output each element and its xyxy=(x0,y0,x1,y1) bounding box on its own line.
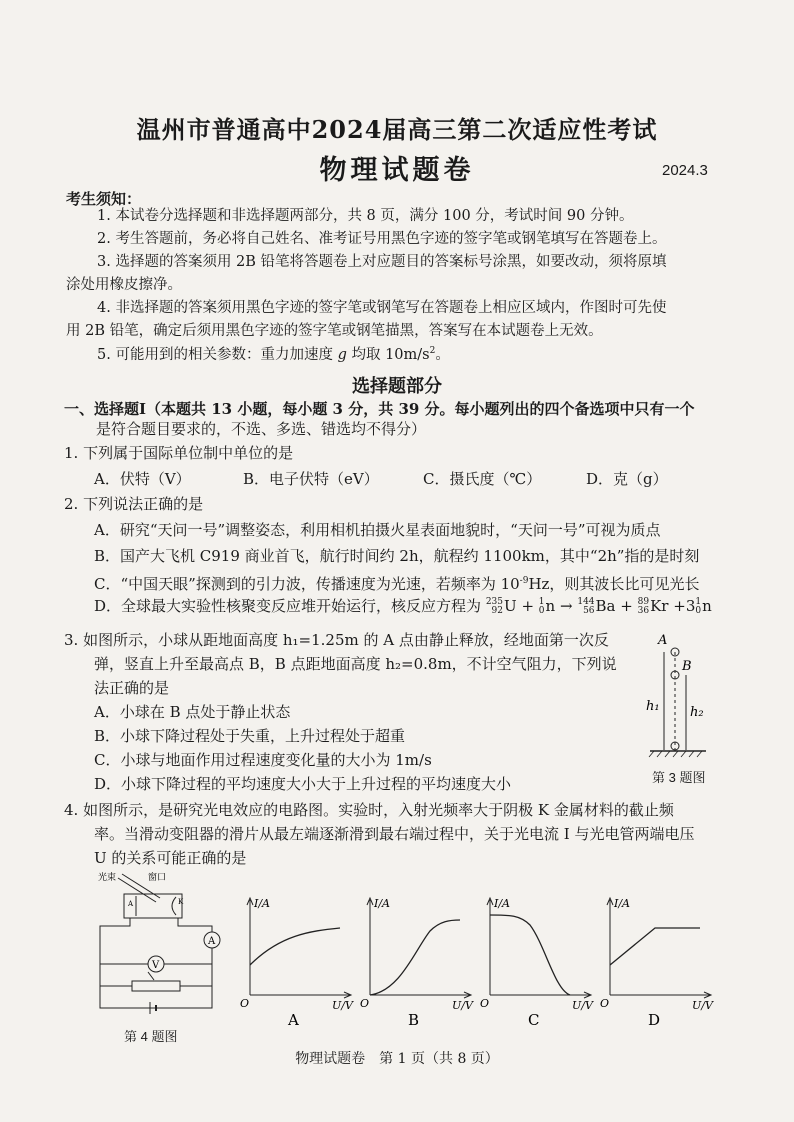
q3-line2: 弹，竖直上升至最高点 B，B 点距地面高度 h₂=0.8m，不计空气阻力，下列说 xyxy=(94,655,617,673)
part1-line1: 一、选择题Ⅰ（本题共 13 小题，每小题 3 分，共 39 分。每小题列出的四个备选项中只有一个 xyxy=(64,400,695,418)
q4-circuit xyxy=(92,868,232,1018)
cathode-plate xyxy=(172,897,176,915)
graph-a-origin: O xyxy=(240,997,250,1010)
part1-instructions xyxy=(64,398,695,420)
notice-item-4: 4. 非选择题的答案须用黑色字迹的签字笔或钢笔写在答题卷上相应区域内，作图时可先使 xyxy=(97,300,667,316)
q2-option-c-text-end: Hz，则其波长比可见光长 xyxy=(528,575,700,593)
q4-graphs xyxy=(230,895,720,1035)
graph-a-ylabel: I/A xyxy=(254,897,270,910)
barium-numbers xyxy=(577,598,594,616)
graph-b-origin: O xyxy=(360,997,370,1010)
ammeter-label: A xyxy=(208,936,216,947)
krypton-symbol: Kr xyxy=(650,597,669,615)
plus-sign-3: + xyxy=(673,597,686,615)
q3-option-a: A．小球在 B 点处于静止状态 xyxy=(94,703,291,721)
exam-title: 温州市普通高中2024届高三第二次适应性考试 xyxy=(136,115,658,144)
neutron-symbol-2: n xyxy=(702,597,712,615)
anode-label: A xyxy=(128,900,134,908)
light-label: 光束 xyxy=(98,873,117,883)
voltmeter-label: V xyxy=(152,960,160,971)
q3-option-b: B．小球下降过程处于失重，上升过程处于超重 xyxy=(94,727,406,745)
q2-option-a: A．研究“天问一号”调整姿态，利用相机拍摄火星表面地貌时，“天问一号”可视为质点 xyxy=(94,521,661,539)
q1-stem: 1. 下列属于国际单位制中单位的是 xyxy=(64,444,294,462)
q3-option-d: D．小球下降过程的平均速度大小大于上升过程的平均速度大小 xyxy=(94,775,512,793)
gravity-symbol: g xyxy=(337,346,347,363)
notice-item-3-cont: 涂处用橡皮擦净。 xyxy=(66,277,182,293)
q3-line3: 法正确的是 xyxy=(94,679,170,697)
kr-mass-number: 89 xyxy=(637,597,650,607)
graph-c-xlabel: U/V xyxy=(572,999,593,1012)
page-footer: 物理试题卷 第 1 页（共 8 页） xyxy=(295,1051,499,1067)
notice-item-5 xyxy=(97,340,450,366)
graph-d-xlabel: U/V xyxy=(692,999,713,1012)
notice-heading: 考生须知： xyxy=(66,190,142,208)
notice-item-2: 2. 考生答题前，务必将自己姓名、准考证号用黑色字迹的签字笔或钢笔填写在答题卷上。 xyxy=(97,231,667,247)
q3-figure xyxy=(640,630,720,790)
n-atomic-number: 0 xyxy=(538,606,545,616)
graph-b-ylabel: I/A xyxy=(374,897,390,910)
graph-b-xlabel: U/V xyxy=(452,999,473,1012)
u-mass-number: 235 xyxy=(485,597,503,607)
neutron-symbol: n xyxy=(545,597,556,615)
q2-option-d-text: D．全球最大实验性核聚变反应堆开始运行，核反应方程为 xyxy=(94,597,482,615)
u-atomic-number: 92 xyxy=(491,606,503,616)
notice-item-3: 3. 选择题的答案须用 2B 铅笔将答题卷上对应题目的答案标号涂黑，如要改动，须将原填 xyxy=(97,254,667,270)
neutron-coefficient: 3 xyxy=(685,597,696,615)
neutron-numbers-2 xyxy=(695,598,701,616)
graph-a-xlabel: U/V xyxy=(332,999,353,1012)
notice-item-5-prefix: 5. 可能用到的相关参数：重力加速度 xyxy=(97,346,333,363)
part1-line2: 是符合题目要求的，不选、多选、错选均不得分） xyxy=(96,420,427,438)
q2-option-b: B．国产大飞机 C919 商业首飞，航行时间约 2h，航程约 1100km，其中“2h”指的是时刻 xyxy=(94,547,700,565)
graph-d-letter: D xyxy=(648,1011,661,1029)
ba-atomic-number: 56 xyxy=(583,606,595,616)
krypton-numbers xyxy=(638,598,649,616)
graph-c-origin: O xyxy=(480,997,490,1010)
plus-sign: + xyxy=(521,597,535,615)
q1-option-d: D．克（g） xyxy=(586,470,668,488)
graph-c-curve xyxy=(490,915,570,995)
q2-option-c xyxy=(94,570,699,595)
q3-line1: 3. 如图所示，小球从距地面高度 h₁=1.25m 的 A 点由静止释放，经地面第一次反 xyxy=(64,631,609,649)
n2-atomic-number: 0 xyxy=(695,606,702,616)
ground-hatching xyxy=(649,751,702,757)
q4-line1: 4. 如图所示，是研究光电效应的电路图。实验时，入射光频率大于阴极 K 金属材料的截止频 xyxy=(64,801,674,819)
uranium-numbers xyxy=(486,598,503,616)
q1-option-a: A．伏特（V） xyxy=(94,470,191,488)
graph-b-letter: B xyxy=(408,1011,420,1029)
kr-atomic-number: 36 xyxy=(637,606,650,616)
graph-b-curve xyxy=(370,920,460,995)
frequency-exponent: -9 xyxy=(519,576,529,586)
q2-option-c-text: C．“中国天眼”探测到的引力波，传播速度为光速，若频率为 10 xyxy=(94,575,520,593)
window-label: 窗口 xyxy=(148,873,167,883)
graph-c-ylabel: I/A xyxy=(494,897,510,910)
q3-option-c: C．小球与地面作用过程速度变化量的大小为 1m/s xyxy=(94,751,432,769)
exam-subtitle: 物理试题卷 xyxy=(319,155,475,186)
q4-line3: U 的关系可能正确的是 xyxy=(94,849,247,867)
cathode-label: K xyxy=(178,898,184,906)
ba-mass-number: 144 xyxy=(577,597,595,607)
uranium-symbol: U xyxy=(504,597,517,615)
n-mass-number: 1 xyxy=(538,597,545,607)
rheostat-slider xyxy=(148,972,154,980)
graph-a-curve xyxy=(250,928,340,965)
reaction-arrow: → xyxy=(559,597,573,615)
graph-d-curve xyxy=(610,928,700,965)
q1-option-c: C．摄氏度（℃） xyxy=(423,470,542,488)
label-h2: h₂ xyxy=(690,705,704,720)
notice-item-4-cont: 用 2B 铅笔，确定后须用黑色字迹的签字笔或钢笔描黑，答案写在本试题卷上无效。 xyxy=(66,323,603,339)
exam-date: 2024.3 xyxy=(662,162,708,179)
q3-figure-caption: 第 3 题图 xyxy=(652,770,706,785)
neutron-numbers xyxy=(539,598,545,616)
rheostat xyxy=(132,981,180,991)
q2-option-d xyxy=(94,595,712,617)
label-a: A xyxy=(658,633,668,648)
label-h1: h₁ xyxy=(646,699,660,714)
label-b: B xyxy=(682,659,692,674)
q2-stem: 2. 下列说法正确的是 xyxy=(64,495,204,513)
barium-symbol: Ba xyxy=(595,597,616,615)
q4-figure-caption: 第 4 题图 xyxy=(124,1029,178,1044)
graph-d-ylabel: I/A xyxy=(614,897,630,910)
graph-a-letter: A xyxy=(288,1011,299,1029)
plus-sign-2: + xyxy=(620,597,633,615)
n2-mass-number: 1 xyxy=(695,597,702,607)
q4-line2: 率。当滑动变阻器的滑片从最左端逐渐滑到最右端过程中，关于光电流 I 与光电管两端电压 xyxy=(94,825,695,843)
graph-c-letter: C xyxy=(528,1011,540,1029)
graph-d-origin: O xyxy=(600,997,610,1010)
unit-exponent: 2 xyxy=(429,346,436,356)
section-title: 选择题部分 xyxy=(352,376,442,397)
q1-option-b: B．电子伏特（eV） xyxy=(243,470,379,488)
notice-item-5-end: 。 xyxy=(435,346,450,363)
notice-item-1: 1. 本试卷分选择题和非选择题两部分，共 8 页，满分 100 分，考试时间 90 分钟。 xyxy=(97,208,634,224)
notice-item-5-mid: 均取 10m/s xyxy=(351,346,430,363)
